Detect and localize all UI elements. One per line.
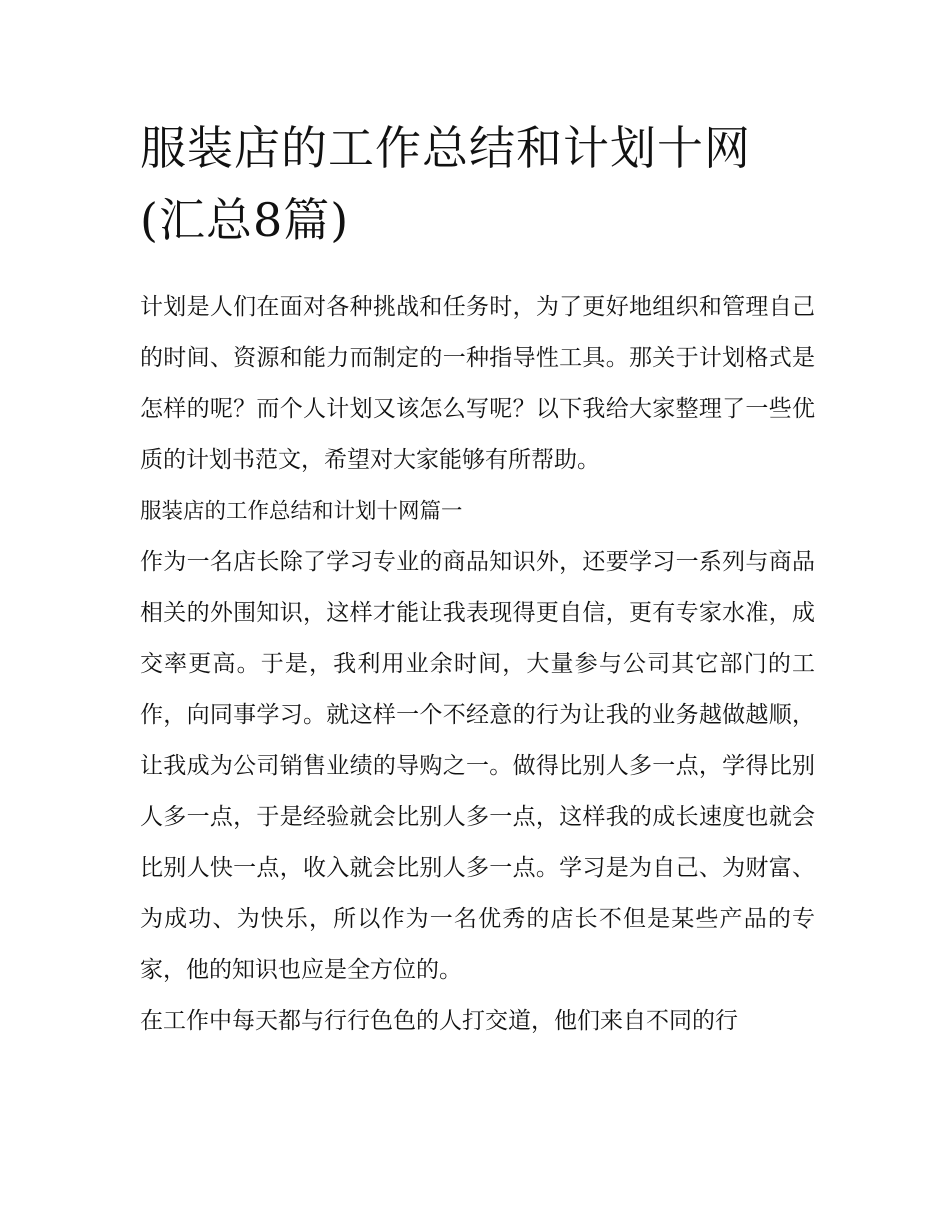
body-paragraph-1: 作为一名店长除了学习专业的商品知识外，还要学习一系列与商品相关的外围知识，这样才能让我表现得更自信，更有专家水准，成交率更高。于是，我利用业余时间，大量参与公司其它部门的工作，向同事学习。就这样一个不经意的行为让我的业务越做越顺，让我成为公司销售业绩的导购之一。做得比别人多一点，学得比别人多一点，于是经验就会比别人多一点，这样我的成长速度也就会比别人快一点，收入就会比别人多一点。学习是为自己、为财富、为成功、为快乐，所以作为一名优秀的店长不但是某些产品的专家，他的知识也应是全方位的。 (140, 549, 815, 983)
body-paragraph-2: 在工作中每天都与行行色色的人打交道，他们来自不同的行 (140, 1008, 738, 1034)
document-title: 服装店的工作总结和计划十网(汇总8篇) (140, 121, 751, 247)
document-body (140, 112, 815, 1047)
section-heading: 服装店的工作总结和计划十网篇一 (140, 499, 463, 524)
intro-paragraph: 计划是人们在面对各种挑战和任务时，为了更好地组织和管理自己的时间、资源和能力而制定的一种指导性工具。那关于计划格式是怎样的呢？而个人计划又该怎么写呢？以下我给大家整理了一些优质的计划书范文，希望对大家能够有所帮助。 (140, 294, 815, 473)
